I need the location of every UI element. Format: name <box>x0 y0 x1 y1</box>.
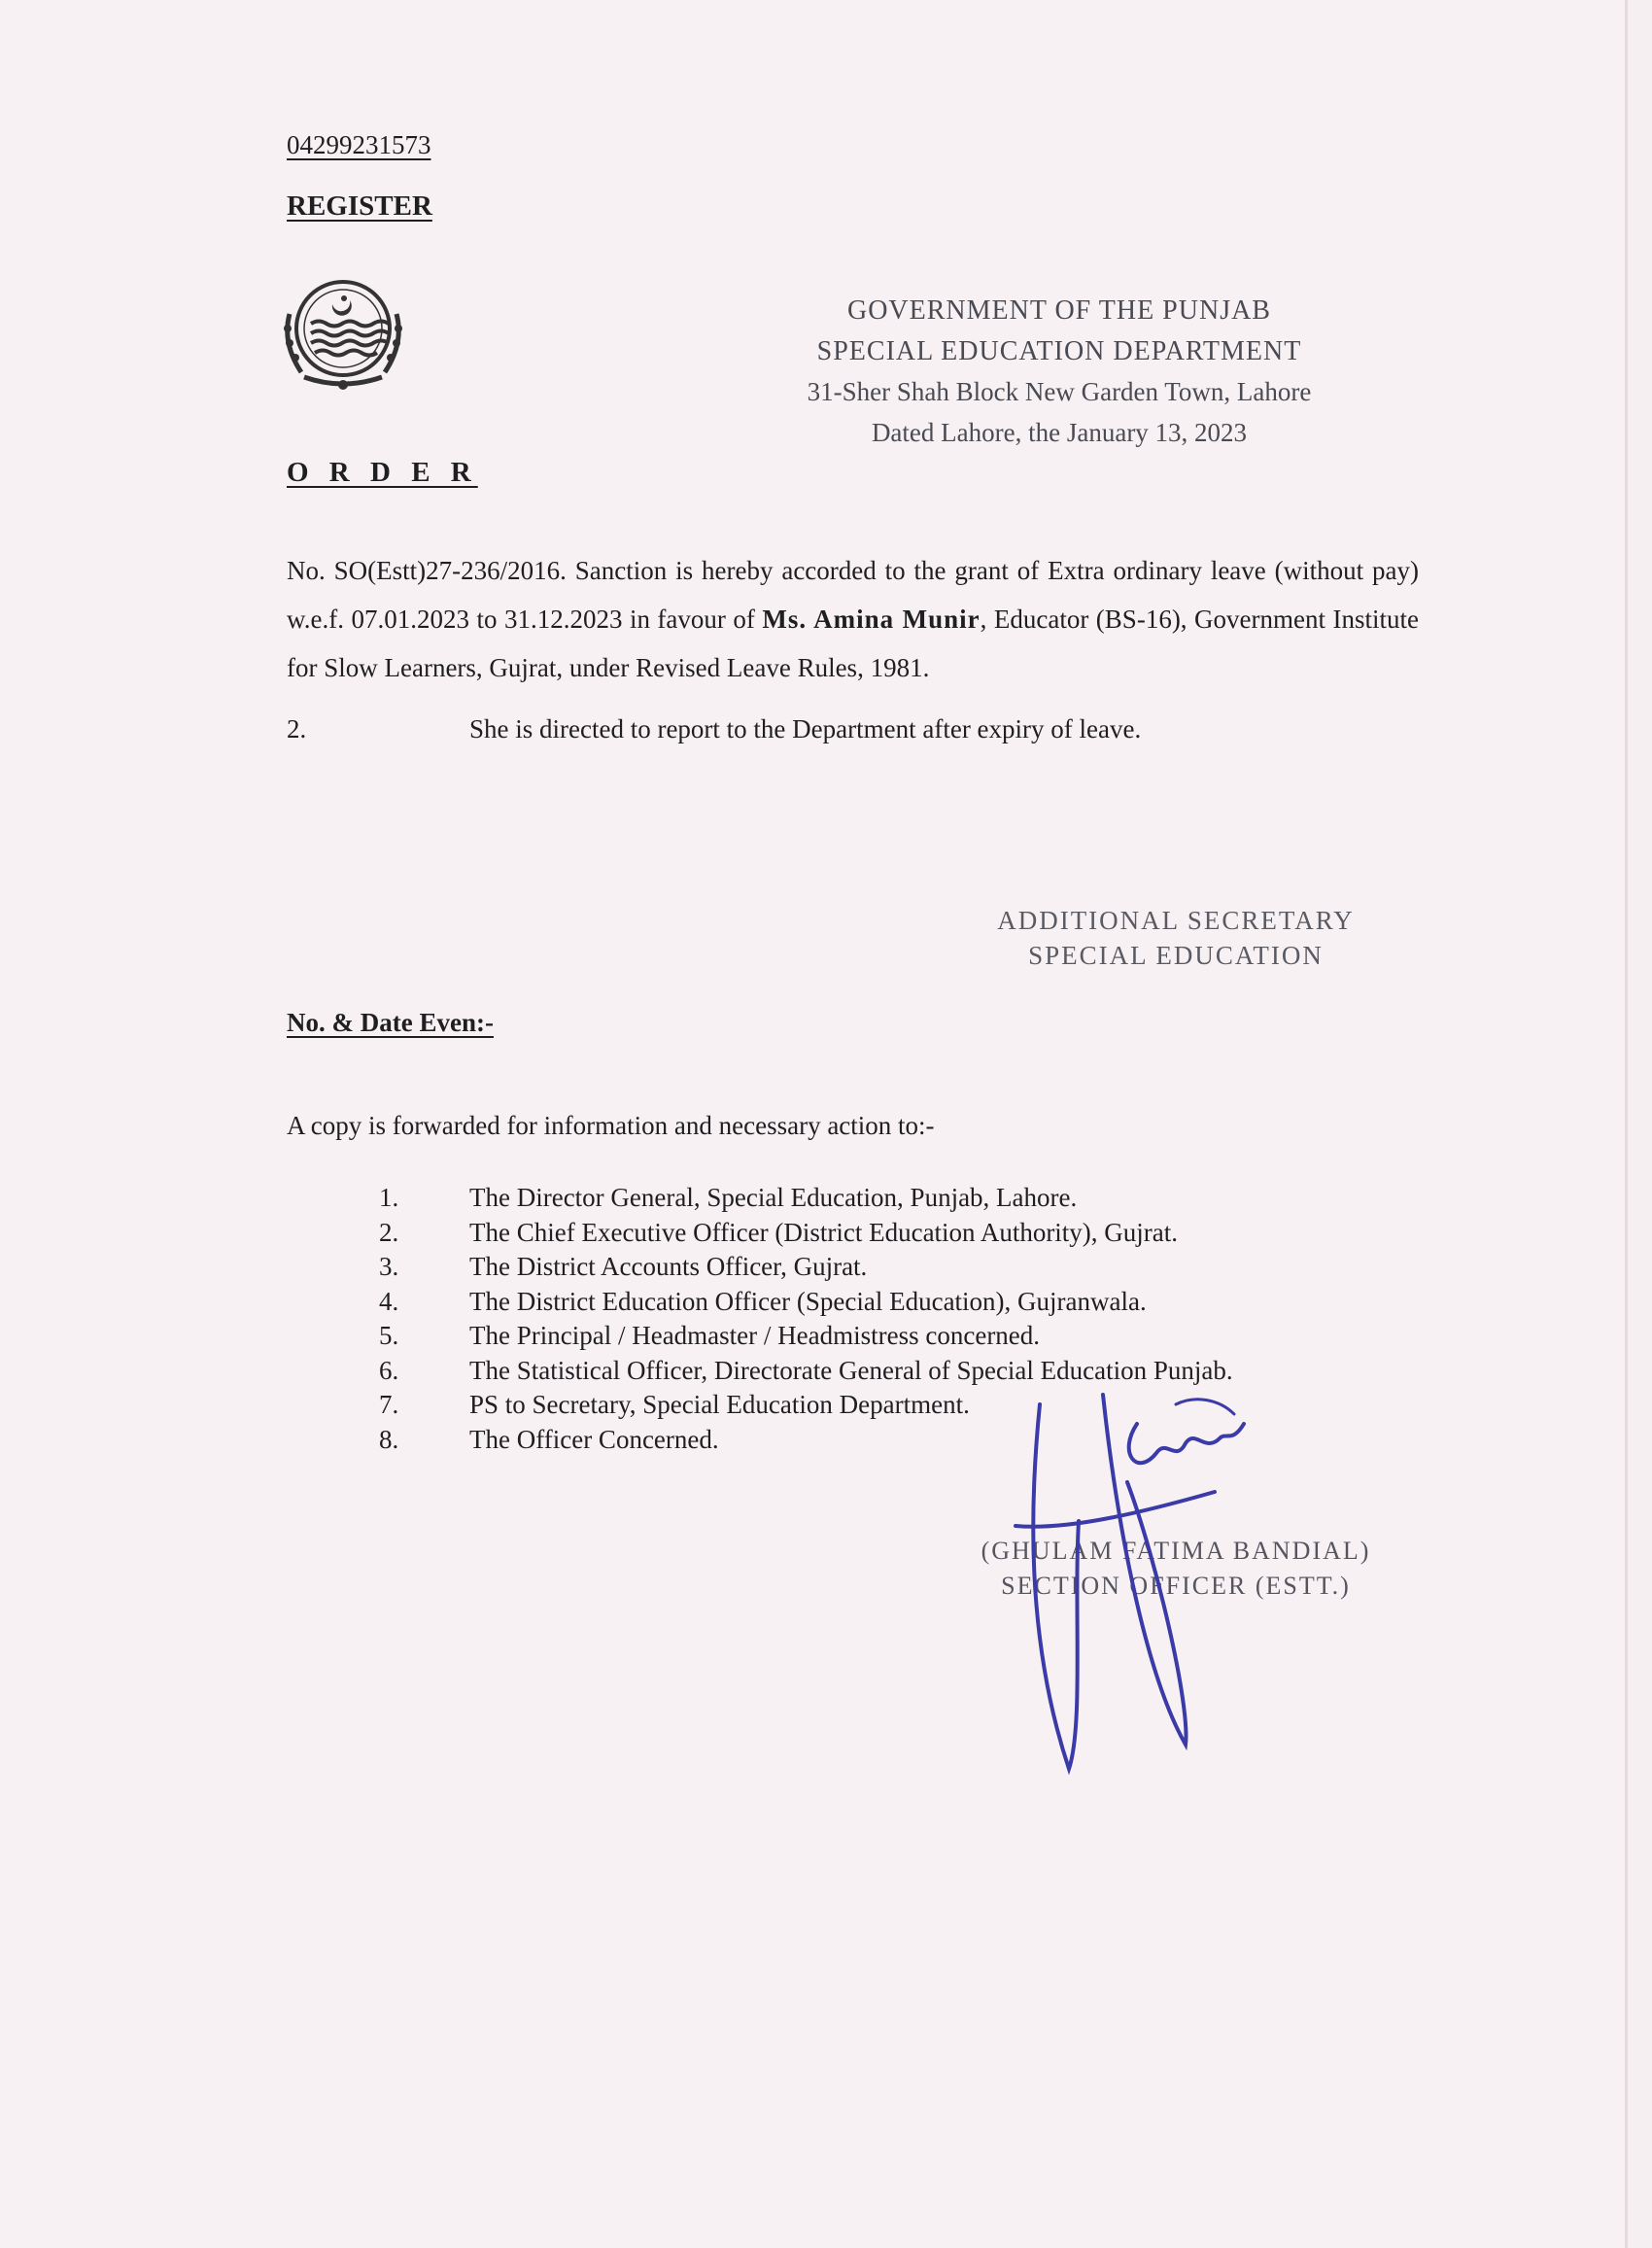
no-date-even-heading: No. & Date Even:- <box>287 1008 494 1037</box>
list-item-number: 4. <box>379 1286 399 1316</box>
list-item-number: 5. <box>379 1321 399 1350</box>
list-item-text: The District Education Officer (Special Education), Gujranwala. <box>469 1286 1147 1316</box>
list-item-number: 6. <box>379 1355 399 1385</box>
handwritten-signature <box>1011 1385 1263 1793</box>
signatory-2-title: SECTION OFFICER (ESTT.) <box>1001 1572 1351 1600</box>
list-item-text: The Officer Concerned. <box>469 1424 719 1454</box>
list-item-number: 8. <box>379 1424 399 1454</box>
list-item <box>379 1285 1233 1320</box>
list-item-text: PS to Secretary, Special Education Department. <box>469 1390 970 1419</box>
list-item-number: 7. <box>379 1390 399 1419</box>
list-item-text: The Statistical Officer, Directorate General of Special Education Punjab. <box>469 1355 1233 1385</box>
list-item <box>379 1319 1233 1354</box>
list-item-number: 3. <box>379 1252 399 1281</box>
list-item-number: 2. <box>379 1217 399 1247</box>
paragraph-2-number: 2. <box>287 714 307 744</box>
paragraph-2-text: She is directed to report to the Department after expiry of leave. <box>469 714 1142 744</box>
signatory-1-department: SPECIAL EDUCATION <box>1028 941 1324 970</box>
signatory-2-name: (GHULAM FATIMA BANDIAL) <box>981 1537 1371 1565</box>
register-label: REGISTER <box>287 190 432 222</box>
punjab-emblem-icon <box>270 275 416 397</box>
list-item-text: The Principal / Headmaster / Headmistress concerned. <box>469 1321 1041 1350</box>
order-paragraph-1-end: , Educator (BS-16), Government Institute for Slow Learners, Gujrat, under Revised Leave Rules, 1981. <box>287 605 1419 682</box>
department-title: SPECIAL EDUCATION DEPARTMENT <box>816 336 1302 366</box>
list-item-number: 1. <box>379 1183 399 1212</box>
copy-forward-intro: A copy is forwarded for information and necessary action to:- <box>287 1111 935 1140</box>
list-item <box>379 1216 1233 1251</box>
order-heading: O R D E R <box>287 457 478 488</box>
list-item <box>379 1181 1233 1216</box>
order-paragraph-1 <box>287 546 1419 692</box>
list-item <box>379 1250 1233 1285</box>
government-title: GOVERNMENT OF THE PUNJAB <box>846 295 1271 326</box>
list-item-text: The District Accounts Officer, Gujrat. <box>469 1252 868 1281</box>
order-paragraph-1-start: No. SO(Estt)27-236/2016. Sanction is hereby accorded to the grant of Extra ordinary leave (without pay) w.e.f. 07.01.2023 to 31.12.2023 in favour of <box>287 556 1419 634</box>
list-item-text: The Director General, Special Education, Punjab, Lahore. <box>469 1183 1078 1212</box>
phone-number: 04299231573 <box>287 130 431 159</box>
list-item <box>379 1354 1233 1389</box>
signatory-1-title: ADDITIONAL SECRETARY <box>997 906 1355 935</box>
list-item-text: The Chief Executive Officer (District Education Authority), Gujrat. <box>469 1217 1179 1247</box>
department-address: 31-Sher Shah Block New Garden Town, Lahore <box>807 377 1312 406</box>
order-date: Dated Lahore, the January 13, 2023 <box>871 418 1248 447</box>
employee-name: Ms. Amina Munir <box>762 605 981 634</box>
